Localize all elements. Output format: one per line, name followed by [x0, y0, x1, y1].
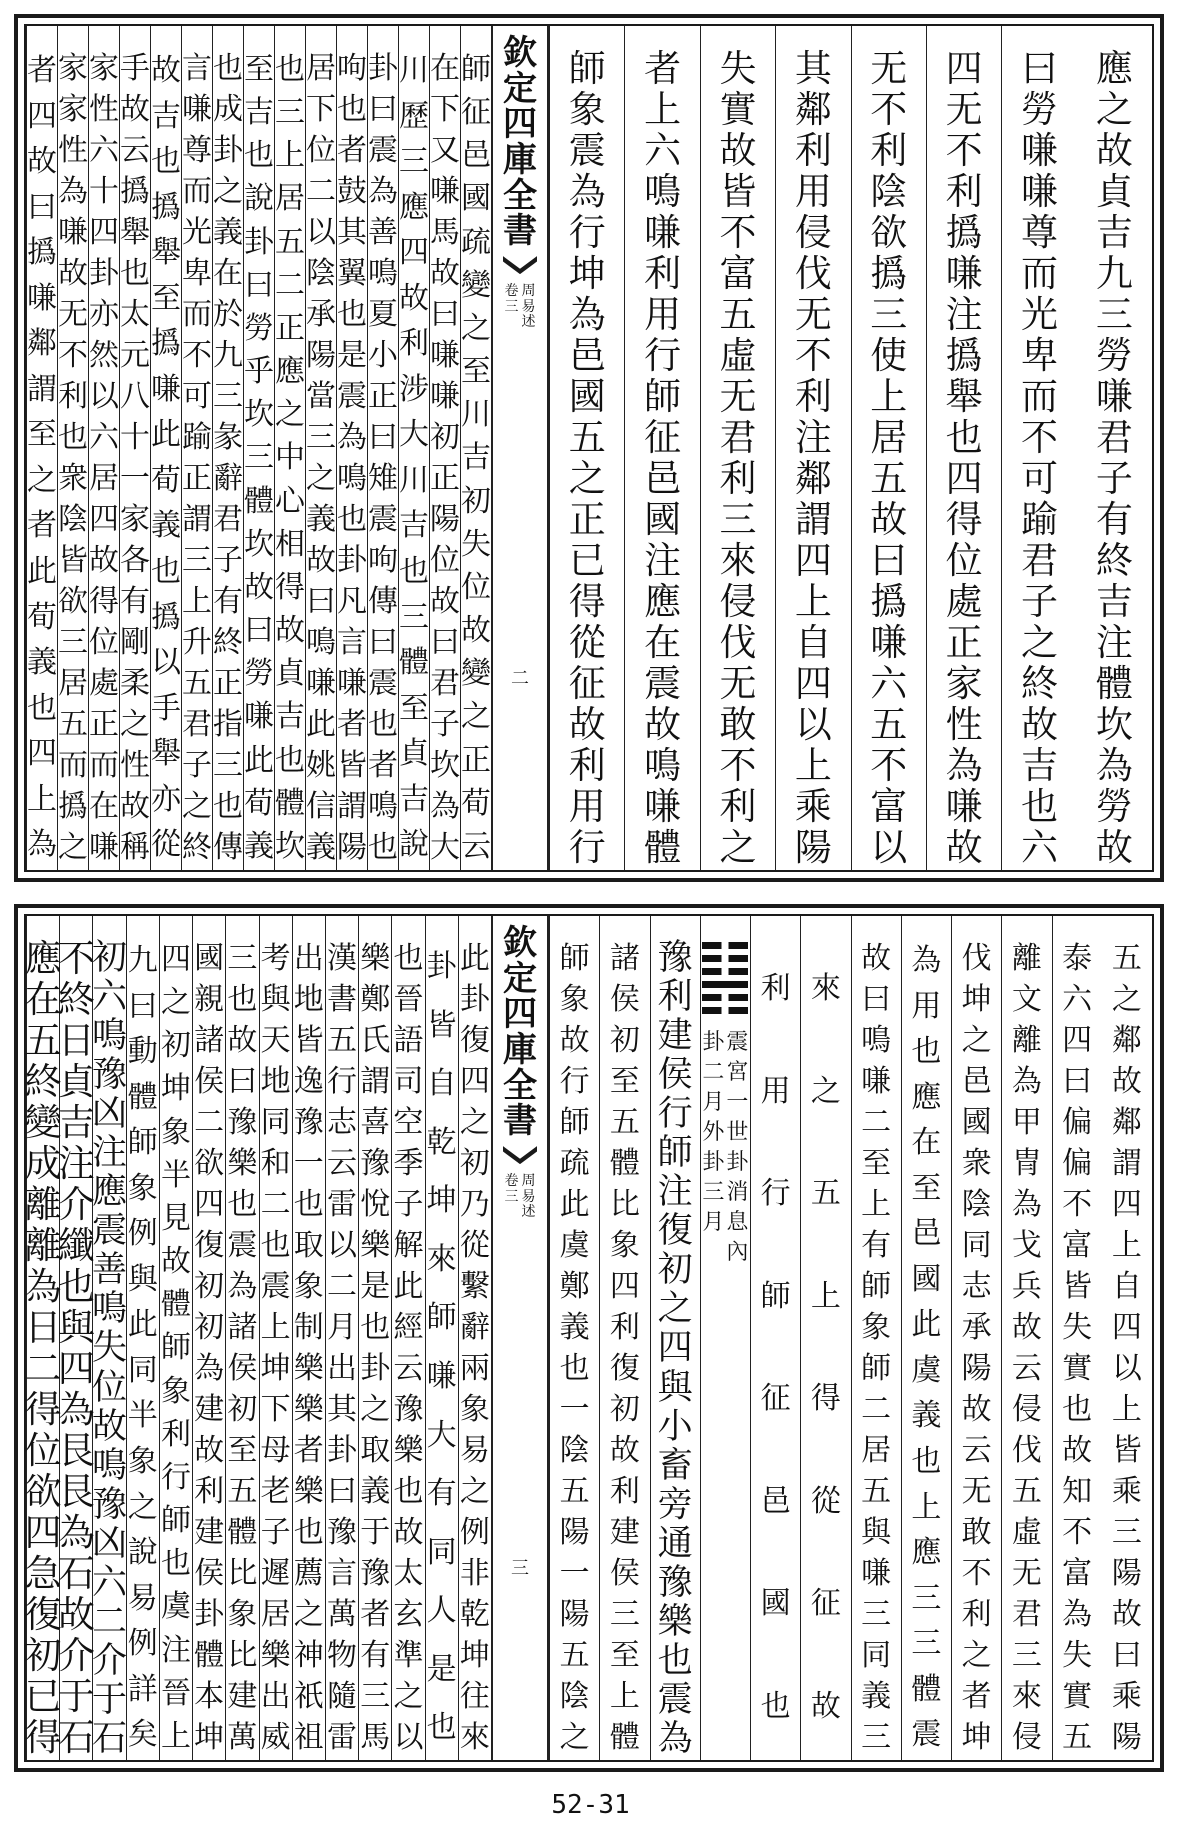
text-column-commentary: 三 也 故 曰 豫 樂 也 震 為 諸 侯 初 至 五 體 比 象 比 建 萬 [225, 916, 258, 1760]
text-column-main: 其 鄰 利 用 侵 伐 无 不 利 注 鄰 謂 四 上 自 四 以 上 乘 陽 [775, 26, 850, 870]
text-column-commentary: 師 征 邑 國 疏 變 之 至 川 吉 初 失 位 故 變 之 正 荀 云 [460, 26, 491, 870]
footer-page-number: 52-31 [551, 1790, 630, 1820]
text-column-main: 師 象 故 行 師 疏 此 虞 鄭 義 也 一 陰 五 陽 一 陽 五 陰 之 [549, 916, 599, 1760]
text-column-main: 者 上 六 鳴 嗛 利 用 行 師 征 邑 國 注 應 在 震 故 鳴 嗛 體 [624, 26, 699, 870]
text-column-commentary: 呴 也 者 鼓 其 翼 也 是 震 為 鳴 也 卦 凡 言 嗛 者 皆 謂 陽 [336, 26, 367, 870]
fish-tail-mark-icon [501, 1146, 539, 1164]
leaf-number: 二 [511, 668, 529, 689]
running-head [491, 26, 549, 870]
text-column-commentary: 離 文 離 為 甲 冑 為 戈 兵 故 云 侵 伐 五 虛 无 君 三 來 侵 [1001, 916, 1051, 1760]
text-column-commentary: 言 嗛 尊 而 光 卑 而 不 可 踰 正 謂 三 上 升 五 君 子 之 終 [181, 26, 212, 870]
yu-hexagram-icon [702, 942, 748, 1014]
text-column-main: 應 在 五 終 變 成 離 離 為 日 二 得 位 欲 四 急 復 初 已 得 [26, 916, 59, 1760]
text-column-commentary: 伐 坤 之 邑 國 衆 陰 同 志 承 陽 故 云 无 敢 不 利 之 者 坤 [951, 916, 1001, 1760]
text-column-main: 應 之 故 貞 吉 九 三 勞 嗛 君 子 有 終 吉 注 體 坎 為 勞 故 [1095, 47, 1133, 869]
text-column-commentary: 樂 鄭 氏 謂 喜 豫 悅 樂 是 也 卦 之 取 義 于 豫 者 有 三 馬 [358, 916, 391, 1760]
text-column-main: 无 不 利 陰 欲 撝 三 使 上 居 五 故 曰 撝 嗛 六 五 不 富 以 [851, 26, 926, 870]
fish-tail-mark-icon [501, 256, 539, 274]
text-column-commentary: 考 與 天 地 同 和 二 也 震 上 坤 下 母 老 子 遲 居 樂 出 威 [259, 916, 292, 1760]
upper-page [14, 14, 1164, 882]
text-column-main: 四 无 不 利 撝 嗛 注 撝 舉 也 四 得 位 處 正 家 性 為 嗛 故 [926, 26, 1001, 870]
text-column-commentary: 國 親 諸 侯 二 欲 四 復 初 初 為 建 故 利 建 侯 卦 體 本 坤 [192, 916, 225, 1760]
hexagram-caption: 震 宮 一 世 卦 消 息 內 [726, 1030, 749, 1265]
text-column-main: 師 象 震 為 行 坤 為 邑 國 五 之 正 已 得 從 征 故 利 用 行 [549, 26, 624, 870]
upper-page-frame [24, 24, 1154, 872]
text-column-commentary: 家 家 性 為 嗛 故 无 不 利 也 衆 陰 皆 欲 三 居 五 而 撝 之 [57, 26, 88, 870]
text-column-commentary: 來 之 五 上 得 從 征 故 [800, 916, 850, 1760]
text-column-main: 豫 利 建 侯 行 師 注 復 初 之 四 與 小 畜 旁 通 豫 樂 也 震 為 [650, 916, 700, 1760]
text-column-commentary: 利 用 行 師 征 邑 國 也 [750, 916, 800, 1760]
volume-label: 卷 三 [504, 1173, 519, 1205]
text-column-commentary: 故 曰 鳴 嗛 二 至 上 有 師 象 師 二 居 五 與 嗛 三 同 義 三 [851, 916, 901, 1760]
text-column-commentary: 九 曰 動 體 師 象 例 與 此 同 半 象 之 說 易 例 詳 矣 [126, 916, 159, 1760]
hexagram-caption: 卦 二 月 外 卦 三 月 [702, 1030, 725, 1235]
text-column-commentary: 居 下 位 二 以 陰 承 陽 當 三 之 義 故 曰 鳴 嗛 此 姚 信 義 [305, 26, 336, 870]
text-column-commentary: 泰 六 四 曰 偏 偏 不 富 皆 失 實 也 故 知 不 富 為 失 實 五 [1052, 916, 1102, 1760]
volume-label: 卷 三 [504, 283, 519, 315]
text-column-commentary: 也 晉 語 司 空 季 子 解 此 經 云 豫 樂 也 故 太 玄 準 之 以 [391, 916, 424, 1760]
text-column-commentary: 家 性 六 十 四 卦 亦 然 以 六 居 四 故 得 位 處 正 而 在 嗛 [88, 26, 119, 870]
book-title: 欽 定 四 庫 全 書 [503, 923, 537, 1142]
text-column-main: 曰 勞 嗛 嗛 尊 而 光 卑 而 不 可 踰 君 子 之 終 故 吉 也 六 [1001, 26, 1076, 870]
text-column-commentary: 也 三 上 居 五 二 正 應 之 中 心 相 得 故 貞 吉 也 體 坎 [274, 26, 305, 870]
lower-page [14, 904, 1164, 1772]
text-column-commentary: 漢 書 五 行 志 云 雷 以 二 月 出 其 卦 曰 豫 言 萬 物 隨 雷 [325, 916, 358, 1760]
text-column-commentary: 故 吉 也 撝 舉 至 撝 嗛 此 荀 義 也 撝 以 手 舉 亦 從 [150, 26, 181, 870]
text-column-commentary: 至 吉 也 說 卦 曰 勞 乎 坎 三 體 坎 故 曰 勞 嗛 此 荀 義 [243, 26, 274, 870]
text-column-commentary: 也 成 卦 之 義 在 於 九 三 彖 辭 君 子 有 終 正 指 三 也 傳 [212, 26, 243, 870]
text-column-commentary: 卦 曰 震 為 善 鳴 夏 小 正 曰 雉 震 呴 傳 曰 震 也 者 鳴 也 [367, 26, 398, 870]
text-column-commentary: 者 四 故 曰 撝 嗛 鄰 謂 至 之 者 此 荀 義 也 四 上 為 [26, 26, 57, 870]
text-column-commentary: 出 地 皆 逸 豫 一 也 取 象 制 樂 樂 者 樂 也 薦 之 神 祇 祖 [292, 916, 325, 1760]
book-title: 欽 定 四 庫 全 書 [503, 33, 537, 252]
text-column-main: 諸 侯 初 至 五 體 比 象 四 利 復 初 故 利 建 侯 三 至 上 體 [599, 916, 649, 1760]
lower-page-frame [24, 914, 1154, 1762]
text-column-commentary: 此 卦 復 四 之 初 乃 從 繫 辭 兩 象 易 之 例 非 乾 坤 往 來 [458, 916, 491, 1760]
text-column-commentary: 在 下 又 嗛 馬 故 曰 嗛 嗛 初 正 陽 位 故 曰 君 子 坎 為 大 [429, 26, 460, 870]
text-column-commentary: 川 歷 三 應 四 故 利 涉 大 川 吉 也 三 體 至 貞 吉 說 [398, 26, 429, 870]
hexagram-block [700, 916, 750, 1760]
text-column-commentary: 為 用 也 應 在 至 邑 國 此 虞 義 也 上 應 三 三 體 震 [901, 916, 951, 1760]
text-column-commentary: 手 故 云 撝 舉 也 太 元 八 十 一 家 各 有 剛 柔 之 性 故 稱 [119, 26, 150, 870]
leaf-number: 三 [511, 1558, 529, 1579]
text-column-main: 失 實 故 皆 不 富 五 虛 无 君 利 三 來 侵 伐 无 敢 不 利 之 [700, 26, 775, 870]
text-column-commentary: 五 之 鄰 故 鄰 謂 四 上 自 四 以 上 皆 乘 三 陽 故 曰 乘 陽 [1111, 941, 1142, 1755]
text-column-main: 不 終 日 貞 吉 注 介 纖 也 與 四 為 艮 艮 為 石 故 介 于 石 [59, 916, 92, 1760]
book-name: 周 易 述 [521, 1173, 536, 1220]
text-column-main: 初 六 鳴 豫 凶 注 應 震 善 鳴 失 位 故 鳴 豫 凶 六 二 介 于 石 [92, 916, 125, 1760]
book-name: 周 易 述 [521, 283, 536, 330]
text-column-commentary: 四 之 初 坤 象 半 見 故 體 師 象 利 行 師 也 虞 注 晉 上 [159, 916, 192, 1760]
text-column-commentary: 卦 皆 自 乾 坤 來 師 嗛 大 有 同 人 是 也 [425, 916, 458, 1760]
running-head [491, 916, 549, 1760]
